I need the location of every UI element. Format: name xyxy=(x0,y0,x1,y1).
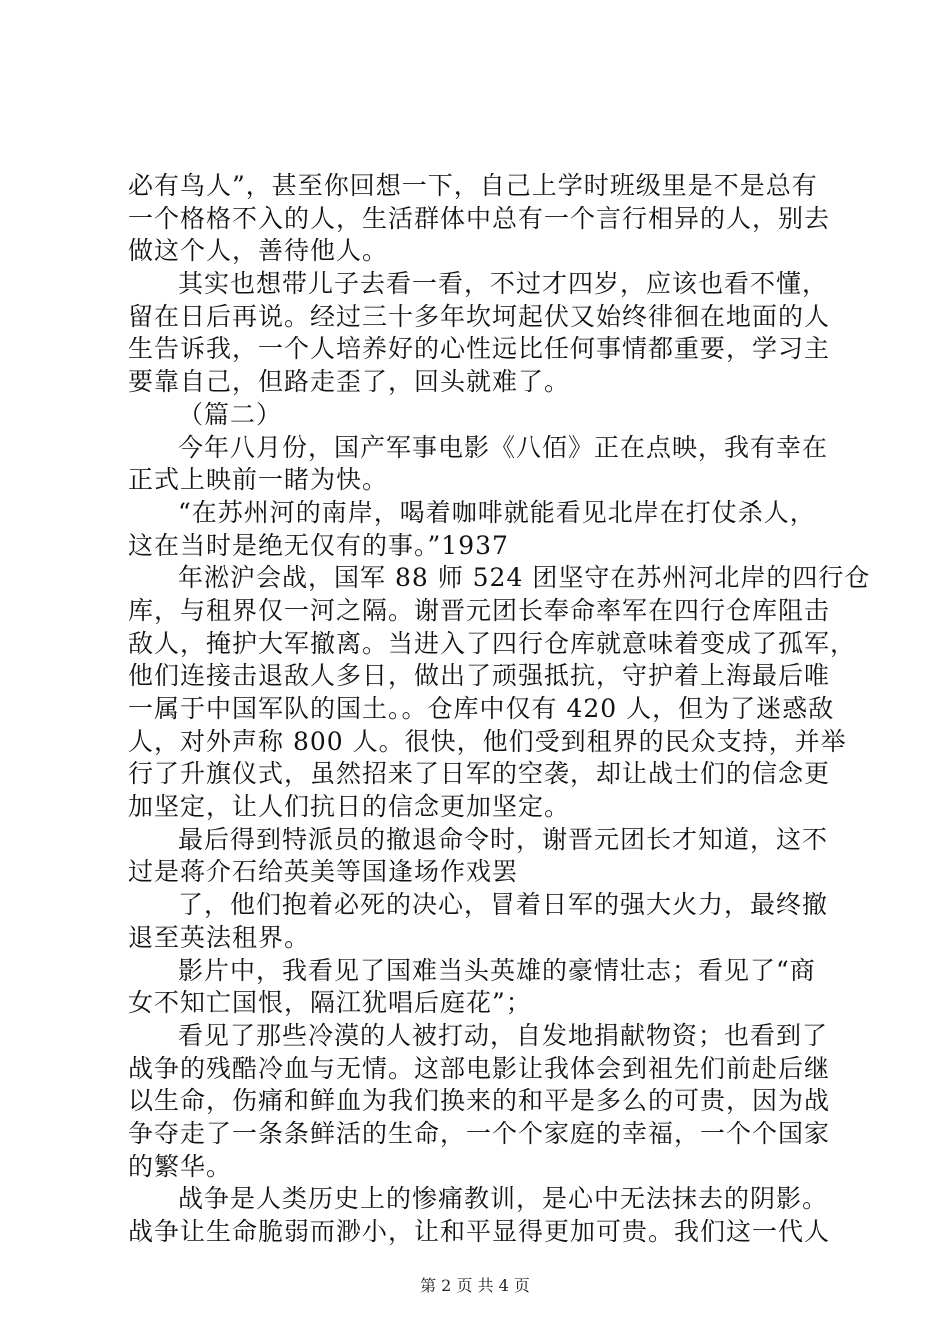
text-line: 留在日后再说。经过三十多年坎坷起伏又始终徘徊在地面的人 xyxy=(128,301,831,331)
text-line: 以生命，伤痛和鲜血为我们换来的和平是多么的可贵，因为战 xyxy=(128,1086,831,1116)
text-line: 影片中，我看见了国难当头英雄的豪情壮志；看见了“商 xyxy=(178,955,816,985)
text-line: 做这个人，善待他人。 xyxy=(128,236,389,266)
text-line: 这在当时是绝无仅有的事。”1937 xyxy=(128,530,509,560)
text-line: 争夺走了一条条鲜活的生命，一个个家庭的幸福，一个个国家 xyxy=(128,1118,831,1148)
text-line: 要靠自己，但路走歪了，回头就难了。 xyxy=(128,367,571,397)
page-number: 第 2 页 共 4 页 xyxy=(420,1276,530,1295)
text-line: 加坚定，让人们抗日的信念更加坚定。 xyxy=(128,792,571,822)
text-line: 敌人，掩护大军撤离。当进入了四行仓库就意味着变成了孤军， xyxy=(128,628,857,658)
text-line: 战争的残酷冷血与无情。这部电影让我体会到祖先们前赴后继 xyxy=(128,1053,831,1083)
text-line: 生告诉我，一个人培养好的心性远比任何事情都重要，学习主 xyxy=(128,334,831,364)
text-line: 库，与租界仅一河之隔。谢晋元团长奉命率军在四行仓库阻击 xyxy=(128,595,831,625)
text-line: 了，他们抱着必死的决心，冒着日军的强大火力，最终撤 xyxy=(178,890,829,920)
text-line: 年淞沪会战，国军 88 师 524 团坚守在苏州河北岸的四行仓 xyxy=(178,563,871,593)
text-line: 退至英法租界。 xyxy=(128,922,311,952)
text-line: 必有鸟人”，甚至你回想一下，自己上学时班级里是不是总有 xyxy=(128,171,818,200)
text-line: 行了升旗仪式，虽然招来了日军的空袭，却让战士们的信念更 xyxy=(128,759,831,789)
page-footer xyxy=(0,1276,950,1296)
text-line: 其实也想带儿子去看一看，不过才四岁，应该也看不懂， xyxy=(178,269,829,299)
text-line: 最后得到特派员的撤退命令时，谢晋元团长才知道，这不 xyxy=(178,824,829,854)
text-line: 一个格格不入的人，生活群体中总有一个言行相异的人，别去 xyxy=(128,203,831,233)
text-line: 的繁华。 xyxy=(128,1151,233,1181)
text-line: （篇二） xyxy=(178,399,283,429)
text-line: 一属于中国军队的国土。。仓库中仅有 420 人，但为了迷惑敌 xyxy=(128,694,835,723)
text-line: “在苏州河的南岸，喝着咖啡就能看见北岸在打仗杀人， xyxy=(178,497,816,527)
text-line: 过是蒋介石给英美等国逢场作戏罢 xyxy=(128,857,519,887)
text-line: 看见了那些冷漠的人被打动，自发地捐献物资；也看到了 xyxy=(178,1020,829,1050)
text-line: 正式上映前一睹为快。 xyxy=(128,465,389,495)
text-line: 今年八月份，国产军事电影《八佰》正在点映，我有幸在 xyxy=(178,432,829,462)
text-line: 战争让生命脆弱而渺小，让和平显得更加可贵。我们这一代人 xyxy=(128,1217,831,1246)
text-line: 女不知亡国恨，隔江犹唱后庭花”； xyxy=(128,988,532,1018)
text-line: 战争是人类历史上的惨痛教训，是心中无法抹去的阴影。 xyxy=(178,1184,829,1214)
document-body xyxy=(128,170,871,1249)
text-line: 人，对外声称 800 人。很快，他们受到租界的民众支持，并举 xyxy=(128,726,847,756)
text-line: 他们连接击退敌人多日，做出了顽强抵抗，守护着上海最后唯 xyxy=(128,661,831,691)
